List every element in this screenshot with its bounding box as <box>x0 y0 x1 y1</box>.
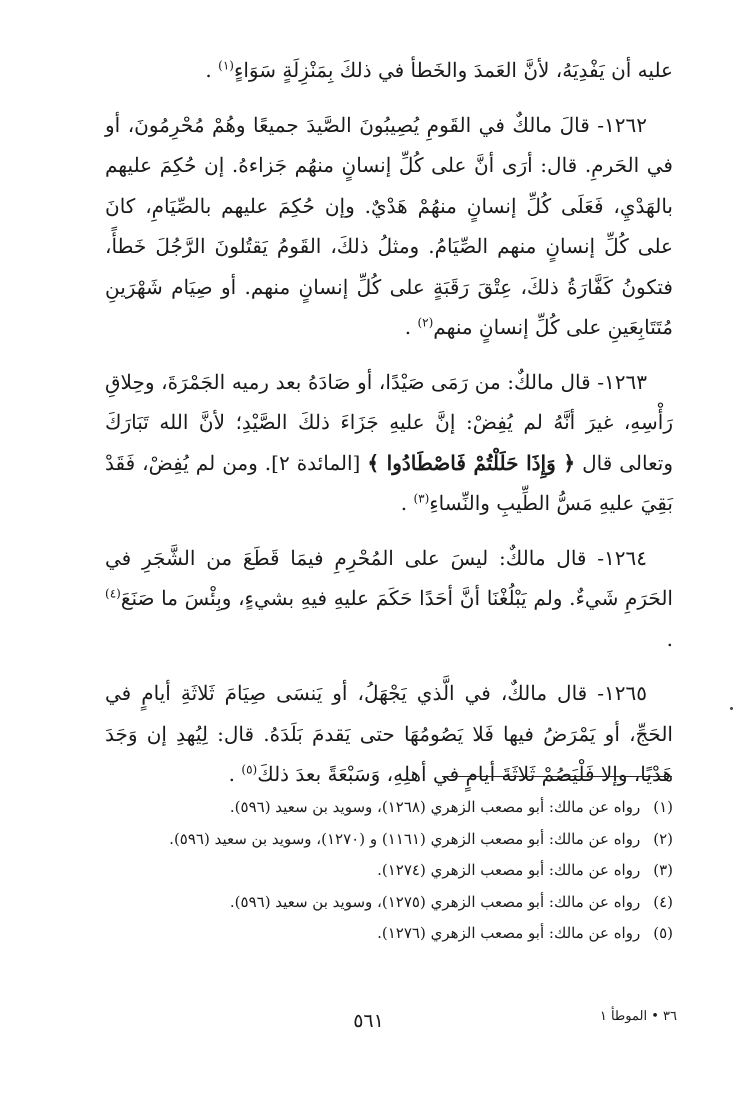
footnote-reference: (٢) <box>417 315 434 330</box>
paragraph-number: ١٢٦٤- <box>586 545 647 570</box>
footnote-reference: (٤) <box>105 586 121 601</box>
paragraph-1264 <box>105 538 673 660</box>
paragraph-text-continued: [المائدة ٢]. ومن لم يُفِضْ، فَقَدْ بَقِيَ عليهِ مَسُّ الطِّيبِ والنِّساءِ <box>105 450 673 515</box>
footnote-marker: (٢) <box>653 829 673 848</box>
footnote-item <box>105 824 673 856</box>
quran-verse: ﴿ وَإِذَا حَلَلْتُمْ فَاصْطَادُوا ﴾ <box>367 450 576 475</box>
footnote-reference: (٣) <box>413 491 430 506</box>
footnote-text: رواه عن مالك: أبو مصعب الزهري (١٢٦٨)، وسويد بن سعيد (٥٩٦). <box>229 798 641 816</box>
paragraph-text: عليه أن يَفْدِيَهُ، لأنَّ العَمدَ والخَطأ في ذلكَ بِمَنْزِلَةٍ سَوَاءٍ <box>233 58 673 82</box>
paragraph-text: قالَ مالكٌ في القَومِ يُصِيبُونَ الصَّيدَ جميعًا وهُمْ مُحْرِمُونَ، أو في الحَرمِ. قال: أرَى أنَّ على كُلِّ إنسانٍ منهُم جَزاءهُ. إن حُكِمَ عليهم بالهَدْيِ، فَعَلَى كُلِّ إنسانٍ منهُمْ هَدْيٌ. وإن حُكِمَ عليهم بالصِّيَامِ، كانَ على كُلِّ إنسانٍ منهم الصِّيَامُ. ومثلُ ذلكَ، القَومُ يَقتُلونَ الرَّجُلَ خَطأً، فتكونُ كَفَّارَةُ ذلكَ، عِتْقَ رَقَبَةٍ على كُلِّ إنسانٍ منهم. أو صِيَام شَهْرَينِ مُتَتَابِعَينِ على كُلِّ إنسانٍ منهم <box>105 112 673 339</box>
footnote-marker: (٣) <box>653 861 673 879</box>
signature-mark: ٣٦ • الموطأ ١ <box>599 1009 677 1024</box>
footnote-reference: (١) <box>218 58 234 73</box>
paragraph-number: ١٢٦٣- <box>590 369 648 394</box>
footnote-separator-rule <box>442 776 672 777</box>
footnote-item <box>105 887 673 919</box>
paragraph-end: . <box>666 626 673 651</box>
footnote-marker: (٤) <box>653 892 673 911</box>
main-text <box>105 50 673 795</box>
margin-dot <box>730 707 733 710</box>
footnote-text: رواه عن مالك: أبو مصعب الزهري (١٢٧٥)، وسويد بن سعيد (٥٩٦). <box>229 892 641 911</box>
paragraph-number: ١٢٦٢- <box>589 112 647 137</box>
paragraph-1262 <box>105 105 673 348</box>
footnote-marker: (٥) <box>653 924 673 942</box>
paragraph-end: . <box>404 315 418 339</box>
paragraph-end: . <box>205 58 219 82</box>
footnotes-section <box>105 792 673 950</box>
footnote-reference: (٥) <box>241 762 258 777</box>
paragraph-text: قال مالكٌ: من رَمَى صَيْدًا، أو صَادَهُ بعد رميه الجَمْرَةَ، وحِلاقِ رَأْسِهِ، غيرَ أنَّهُ لم يُفِضْ: إنَّ عليهِ جَزَاءَ ذلكَ الصَّيْدِ؛ لأنَّ الله تَبَارَكَ وتعالى قال <box>105 369 673 475</box>
paragraph-number: ١٢٦٥- <box>587 681 647 705</box>
footnote-text: رواه عن مالك: أبو مصعب الزهري (١١٦١) و (١٢٧٠)، وسويد بن سعيد (٥٩٦). <box>169 829 641 848</box>
footnote-item <box>105 792 673 824</box>
paragraph-continuation <box>105 50 673 91</box>
paragraph-1263 <box>105 362 673 524</box>
footnote-text: رواه عن مالك: أبو مصعب الزهري (١٢٧٤). <box>377 861 641 879</box>
footnote-item <box>105 918 673 950</box>
paragraph-text: قال مالكٌ: ليسَ على المُحْرِمِ فيمَا قَطَعَ من الشَّجَرِ في الحَرَمِ شَيءٌ. ولم يَبْلُغْنَا أنَّ أحَدًا حَكَمَ عليهِ فيهِ بشيءٍ، وبِئْسَ ما صَنَعَ <box>105 545 673 610</box>
paragraph-text: قال مالكٌ، في الَّذي يَجْهَلُ، أو يَنسَى صِيَامَ ثَلاثَةِ أيامٍ في الحَجِّ، أو يَمْرَضُ فيها فَلا يَصُومُهَا حتى يَقدمَ بَلَدَهُ. قال: لِيُهدِ إن وَجَدَ هَدْيًا، وإلا فَلْيَصُمْ ثَلاثَةَ أيامٍ في أهلِهِ، وَسَبْعَةً بعدَ ذلكَ <box>105 681 673 786</box>
paragraph-end: . <box>228 762 242 786</box>
footnote-text: رواه عن مالك: أبو مصعب الزهري (١٢٧٦). <box>377 924 641 942</box>
paragraph-end: . <box>400 491 414 515</box>
footnote-marker: (١) <box>653 798 673 816</box>
footnote-item <box>105 855 673 887</box>
page-number: ٥٦١ <box>353 1010 384 1032</box>
